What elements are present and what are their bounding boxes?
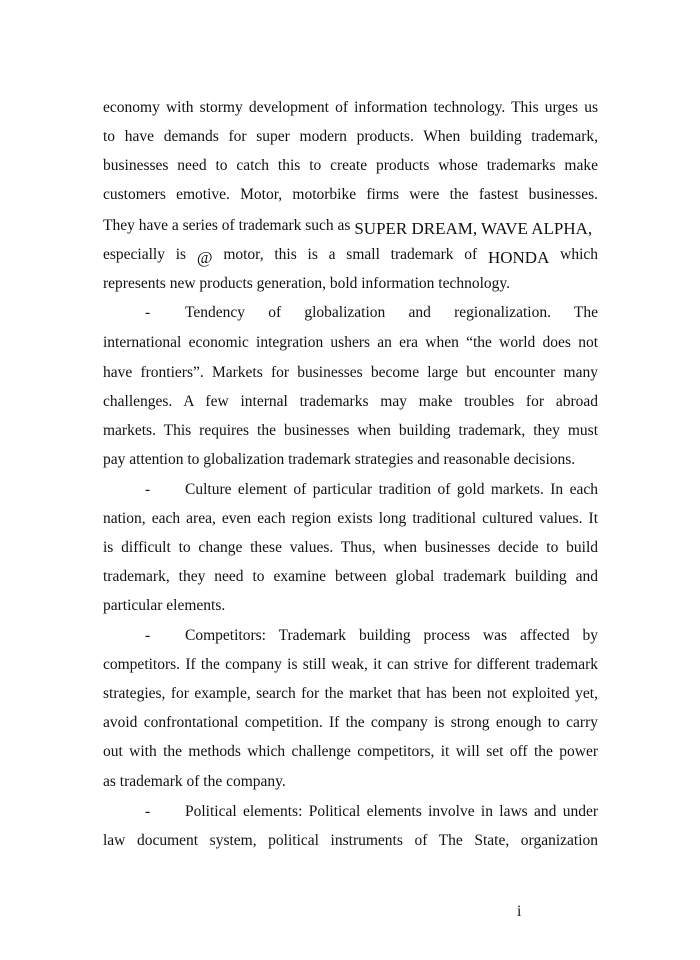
bullet-heading: Competitors: Trademark building process was affected by [185,627,598,644]
text-line-brands [103,215,598,236]
text-line: to have demands for super modern products. When building trademark, [103,128,598,145]
text-line: pay attention to globalization trademark strategies and reasonable decisions. [103,451,576,468]
text-line: represents new products generation, bold information technology. [103,275,511,292]
text-line: competitors. If the company is still weak, it can strive for different trademark [103,656,598,673]
bullet-dash: - [145,803,151,820]
text-line: out with the methods which challenge competitors, it will set off the power [103,743,598,760]
text-line: businesses need to catch this to create products whose trademarks make [103,157,598,174]
brand-super-dream: SUPER DREAM, [354,219,478,238]
brand-honda: HONDA [487,248,550,267]
text-line: is difficult to change these values. Thus, when businesses decide to build [103,539,598,556]
page-number: i [517,903,522,920]
text-line: trademark, they need to examine between global trademark building and [103,568,598,585]
bullet-heading: Tendency of globalization and regionalization. The [185,304,598,321]
bullet-dash: - [145,304,151,321]
text-fragment: They have a series of trademark such as [103,217,351,234]
text-line: strategies, for example, search for the market that has been not exploited yet, [103,685,598,702]
bullet-dash: - [145,627,151,644]
text-line: markets. This requires the businesses when building trademark, they must [103,422,598,439]
text-line: have frontiers”. Markets for businesses become large but encounter many [103,364,598,381]
text-line: avoid confrontational competition. If the company is strong enough to carry [103,714,598,731]
text-line: international economic integration ushers an era when “the world does not [103,334,598,351]
text-fragment: which [560,246,599,263]
bullet-heading: Political elements: Political elements involve in laws and under [185,803,598,820]
text-line: as trademark of the company. [103,773,286,790]
text-line: customers emotive. Motor, motorbike firms were the fastest businesses. [103,186,598,203]
text-line: challenges. A few internal trademarks may make troubles for abroad [103,393,598,410]
text-line: economy with stormy development of information technology. This urges us [103,99,598,116]
text-line: nation, each area, even each region exists long traditional cultured values. It [103,510,598,527]
text-line: law document system, political instruments of The State, organization [103,832,598,849]
text-fragment: especially is [103,246,187,263]
brand-wave-alpha: WAVE ALPHA, [481,219,593,238]
bullet-dash: - [145,481,151,498]
text-line: particular elements. [103,597,226,614]
text-line-brands [103,244,598,265]
bullet-heading: Culture element of particular tradition of gold markets. In each [185,481,598,498]
text-fragment: motor, this is a small trademark of [223,246,478,263]
brand-at-symbol: @ [196,248,213,267]
